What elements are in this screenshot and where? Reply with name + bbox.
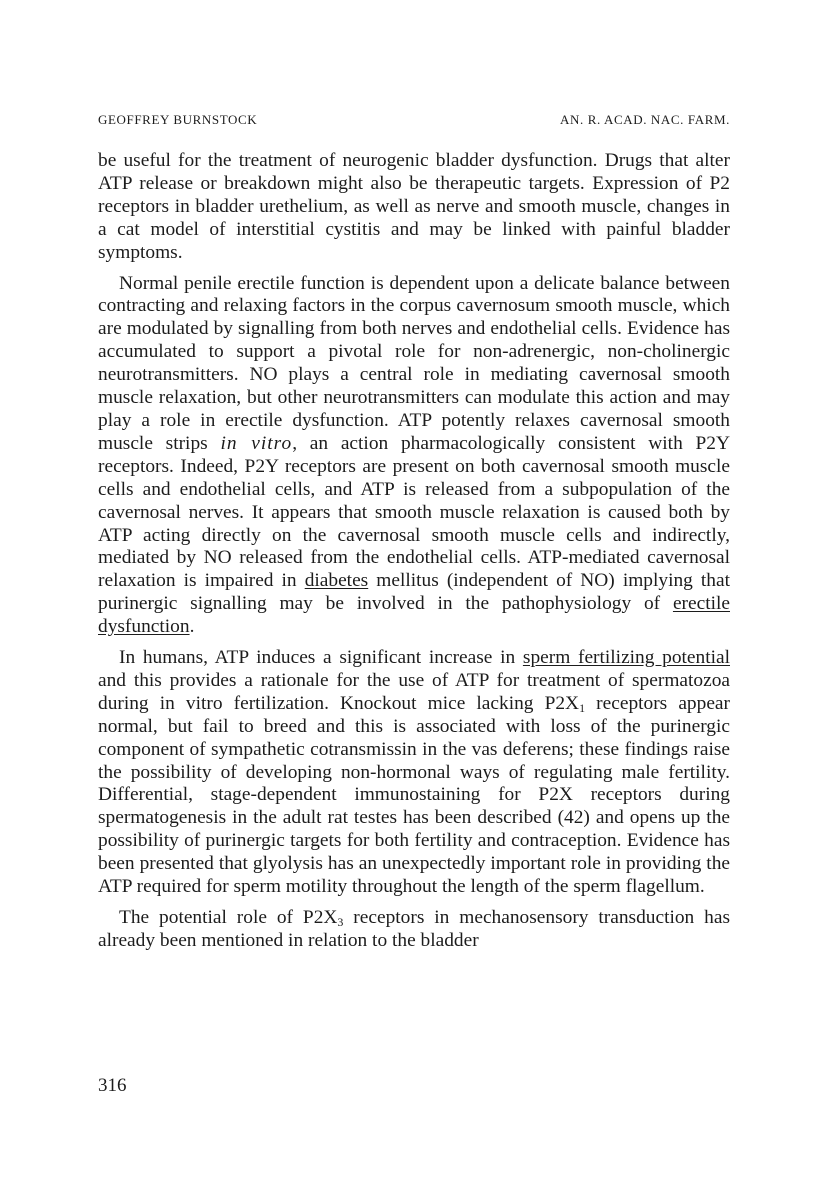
subscript: 3	[337, 915, 344, 929]
paragraph	[98, 273, 730, 640]
text-run: .	[189, 616, 195, 638]
running-head	[98, 112, 730, 132]
hyperlink[interactable]: diabetes	[304, 570, 369, 592]
text-run: receptors appear normal, but fail to breed and this is associated with loss of the purinergic component of sympathetic cotransmissin in the vas deferens; these findings raise the possibility of developing non-hormonal ways of regulating male fertility. Differential, stage-dependent immunostaining for P2X receptors during spermatogenesis in the adult rat testes has been described (42) and opens up the possibility of purinergic targets for both fertility and contraception. Evidence has been presented that glyolysis has an unexpectedly important role in providing the ATP required for sperm motility throughout the length of the sperm flagellum.	[98, 692, 730, 898]
text-run: mellitus (independent of NO) implying that purinergic signalling may be involved in the pathophysiology of	[98, 570, 730, 615]
italic-term: in vitro	[220, 432, 293, 454]
subscript: 1	[579, 700, 586, 715]
paragraph	[98, 647, 730, 899]
running-head-journal: AN. R. ACAD. NAC. FARM.	[560, 112, 730, 127]
running-head-author: GEOFFREY BURNSTOCK	[98, 112, 258, 127]
text-run: be useful for the treatment of neurogenic bladder dysfunction. Drugs that alter ATP release or breakdown might also be therapeutic targets. Expression of P2 receptors in bladder urethelium, as well as nerve and smooth muscle, changes in a cat model of interstitial cystitis and may be linked with painful bladder symptoms.	[98, 150, 730, 263]
hyperlink[interactable]: erectile dysfunction	[98, 593, 730, 638]
paragraph	[98, 150, 730, 265]
text-run: and this provides a rationale for the use of ATP for treatment of spermatozoa during in vitro fertilization. Knockout mice lacking P2X	[98, 669, 730, 714]
page-number: 316	[98, 1075, 127, 1096]
hyperlink[interactable]: sperm fertilizing potential	[522, 647, 730, 669]
text-run: Normal penile erectile function is dependent upon a delicate balance between contracting and relaxing factors in the corpus cavernosum smooth muscle, which are modulated by signalling from both nerves and endothelial cells. Evidence has accumulated to support a pivotal role for non-adrenergic, non-cholinergic neurotransmitters. NO plays a central role in mediating cavernosal smooth muscle relaxation, but other neurotransmitters can modulate this action and may play a role in erectile dysfunction. ATP potently relaxes cavernosal smooth muscle strips	[98, 272, 730, 454]
journal-page	[98, 0, 730, 1200]
text-run: , an action pharmacologically consistent with P2Y receptors. Indeed, P2Y receptors are present on both cavernosal smooth muscle cells and endothelial cells, and ATP is released from a subpopulation of the cavernosal nerves. It appears that smooth muscle relaxation is caused both by ATP acting directly on the cavernosal smooth muscle cells and indirectly, mediated by NO released from the endothelial cells. ATP-mediated cavernosal relaxation is impaired in	[98, 432, 730, 592]
text-run: receptors in mechanosensory transduction has already been mentioned in relation to the bladder	[98, 907, 731, 951]
text-run: In humans, ATP induces a significant increase in	[119, 647, 523, 669]
paragraph	[98, 907, 730, 953]
text-run: The potential role of P2X	[119, 907, 338, 928]
body-text	[98, 150, 730, 953]
